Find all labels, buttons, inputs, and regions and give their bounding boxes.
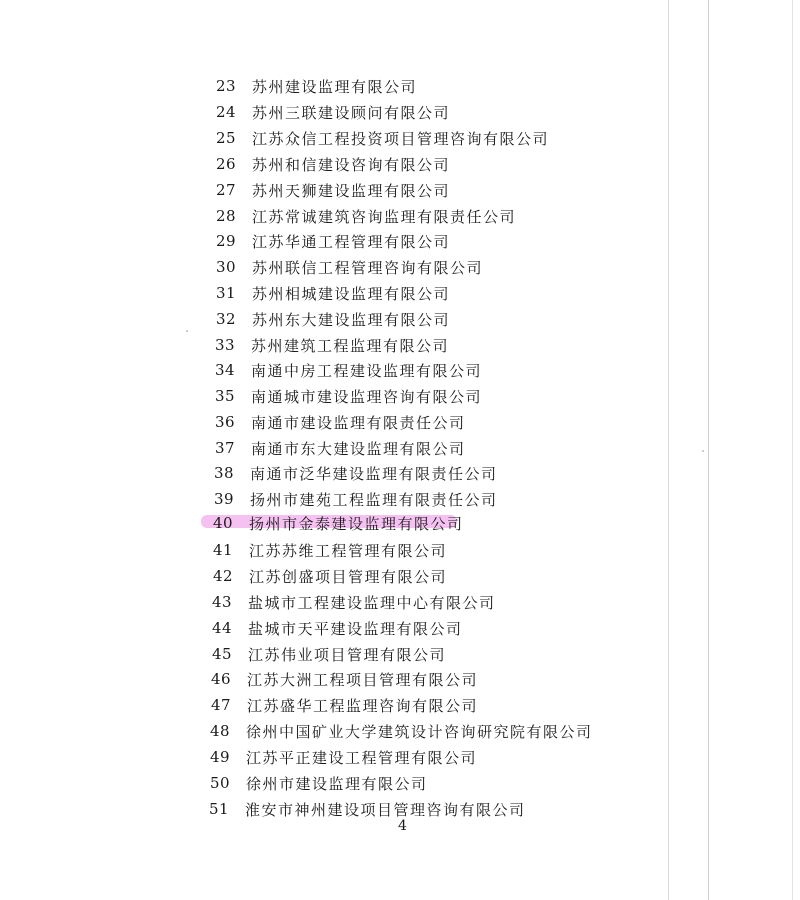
- entry-name: 徐州市建设监理有限公司: [246, 774, 428, 793]
- entry-name: 江苏苏维工程管理有限公司: [249, 541, 448, 560]
- entry-name: 苏州建设监理有限公司: [252, 77, 418, 96]
- entry-name: 扬州市建苑工程监理有限责任公司: [250, 490, 498, 509]
- list-item: [216, 179, 450, 201]
- list-item: [215, 411, 466, 433]
- list-item: [216, 205, 516, 227]
- entry-number: 45: [212, 645, 233, 663]
- entry-name: 江苏创盛项目管理有限公司: [249, 567, 448, 586]
- list-item: [212, 617, 463, 639]
- list-item: [216, 256, 483, 278]
- entry-number: 39: [214, 490, 235, 508]
- list-item: [210, 720, 593, 742]
- entry-number: 27: [216, 181, 237, 199]
- list-item: [210, 746, 477, 768]
- entry-name: 徐州中国矿业大学建筑设计咨询研究院有限公司: [246, 722, 593, 741]
- entry-number: 37: [215, 439, 236, 457]
- list-item: [212, 591, 496, 613]
- list-item: [211, 694, 478, 716]
- list-item: [216, 308, 450, 330]
- entry-number: 50: [210, 774, 231, 792]
- list-item: [214, 462, 498, 484]
- list-item: [210, 772, 428, 794]
- list-item: [216, 282, 450, 304]
- entry-number: 34: [215, 361, 236, 379]
- entry-number: 43: [212, 593, 233, 611]
- list-item: [216, 153, 450, 175]
- entry-number: 47: [211, 696, 232, 714]
- entry-name: 南通中房工程建设监理有限公司: [251, 361, 483, 380]
- list-item: [215, 437, 466, 459]
- list-item: [216, 230, 450, 252]
- entry-number: 51: [209, 800, 230, 818]
- entry-number: 23: [216, 77, 237, 95]
- entry-name: 扬州市金泰建设监理有限公司: [249, 514, 464, 533]
- entry-number: 33: [215, 336, 236, 354]
- list-item: [216, 127, 549, 149]
- entry-name: 盐城市天平建设监理有限公司: [248, 619, 463, 638]
- list-item: [209, 798, 526, 820]
- entry-name: 苏州建筑工程监理有限公司: [251, 336, 450, 355]
- entry-name: 江苏常诚建筑咨询监理有限责任公司: [252, 207, 517, 226]
- entry-number: 30: [216, 258, 237, 276]
- entry-number: 42: [213, 567, 234, 585]
- entry-number: 25: [216, 129, 237, 147]
- entry-number: 26: [216, 155, 237, 173]
- list-item: [211, 668, 478, 690]
- list-item: [212, 643, 446, 665]
- entry-name: 江苏众信工程投资项目管理咨询有限公司: [252, 129, 550, 148]
- entry-number: 41: [213, 541, 234, 559]
- entry-name: 盐城市工程建设监理中心有限公司: [248, 593, 496, 612]
- entry-number: 48: [210, 722, 231, 740]
- entry-number: 35: [215, 387, 236, 405]
- entry-number: 46: [211, 670, 232, 688]
- entry-name: 南通市东大建设监理有限公司: [251, 439, 466, 458]
- entry-number: 38: [214, 464, 235, 482]
- entry-name: 苏州和信建设咨询有限公司: [252, 155, 451, 174]
- entry-number: 31: [216, 284, 237, 302]
- entry-number: 24: [216, 103, 237, 121]
- entry-number: 32: [216, 310, 237, 328]
- page-number: 4: [398, 818, 407, 834]
- entry-name: 苏州联信工程管理咨询有限公司: [252, 258, 484, 277]
- entry-name: 南通市泛华建设监理有限责任公司: [250, 464, 498, 483]
- entry-number: 36: [215, 413, 236, 431]
- entry-name: 淮安市神州建设项目管理咨询有限公司: [245, 800, 526, 819]
- entry-name: 南通市建设监理有限责任公司: [251, 413, 466, 432]
- entry-name: 江苏大洲工程项目管理有限公司: [247, 670, 479, 689]
- entry-name: 苏州东大建设监理有限公司: [252, 310, 451, 329]
- entry-name: 江苏华通工程管理有限公司: [252, 232, 451, 251]
- entry-name: 苏州相城建设监理有限公司: [252, 284, 451, 303]
- list-item: [215, 334, 449, 356]
- list-item: [215, 359, 482, 381]
- entry-name: 苏州三联建设顾问有限公司: [252, 103, 451, 122]
- entry-name: 江苏伟业项目管理有限公司: [248, 645, 447, 664]
- list-item: [216, 75, 417, 97]
- entry-number: 28: [216, 207, 237, 225]
- entry-number: 49: [210, 748, 231, 766]
- list-item: [215, 385, 482, 407]
- entry-number: 44: [212, 619, 233, 637]
- entry-number: 40: [213, 514, 234, 532]
- list-item: [213, 539, 447, 561]
- list-item: [213, 565, 447, 587]
- list-item: [214, 488, 498, 510]
- entry-name: 江苏平正建设工程管理有限公司: [246, 748, 478, 767]
- list-item-highlighted: [213, 512, 464, 534]
- entry-number: 29: [216, 232, 237, 250]
- entry-name: 南通城市建设监理咨询有限公司: [251, 387, 483, 406]
- entry-name: 江苏盛华工程监理咨询有限公司: [247, 696, 479, 715]
- list-item: [216, 101, 450, 123]
- entry-name: 苏州天狮建设监理有限公司: [252, 181, 451, 200]
